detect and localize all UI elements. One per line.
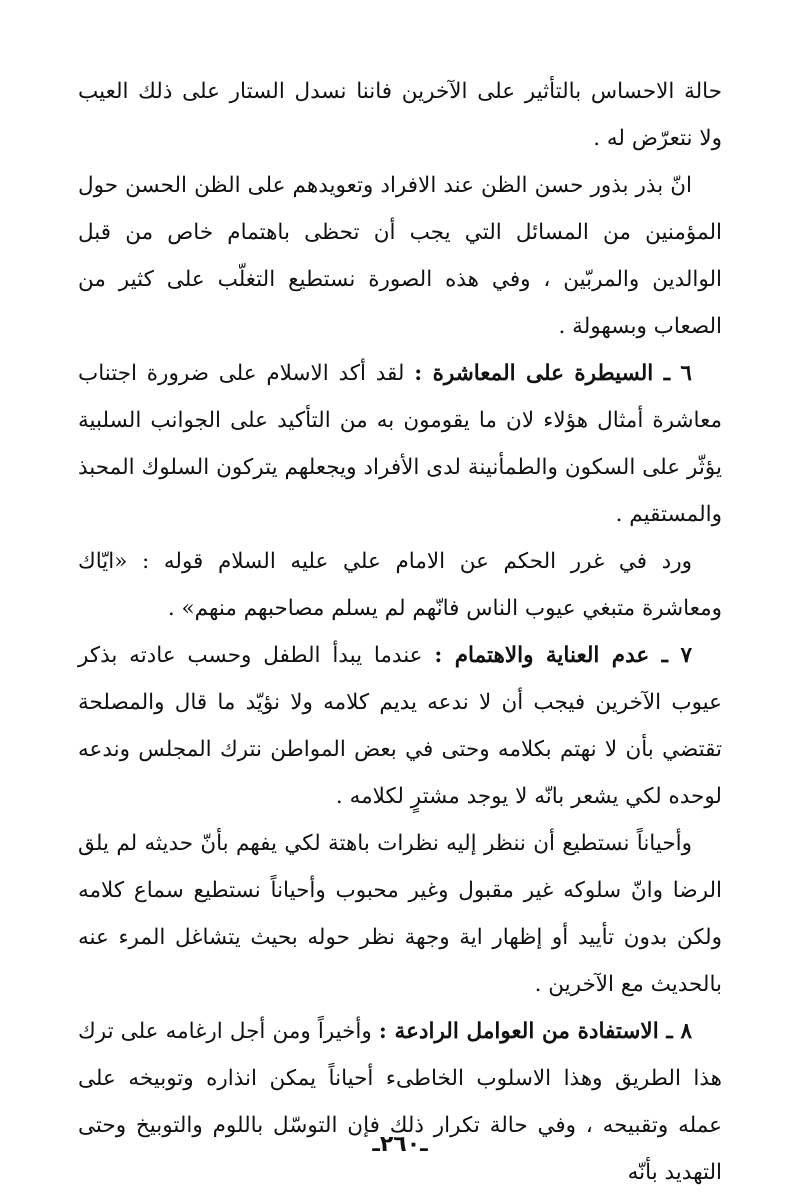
page-number: ـ٢٦٠ـ <box>372 1132 428 1157</box>
page-body <box>78 68 722 1196</box>
paragraph-6-text: وأحياناً نستطيع أن ننظر إليه نظرات باهتة لكي يفهم بأنّ حديثه لم يلق الرضا وانّ سلوكه غير مقبول وغير محبوب وأحياناً نستطيع سماع كلامه ولكن بدون تأييد أو إظهار اية وجهة نظر حوله بحيث يتشاغل المرء عنه بالحديث مع الآخرين . <box>78 831 722 997</box>
paragraph-5 <box>78 632 722 820</box>
paragraph-2-text: انّ بذر بذور حسن الظن عند الافراد وتعويدهم على الظن الحسن حول المؤمنين من المسائل التي يجب أن تحظى باهتمام خاص من قبل الوالدين والمربّين ، وفي هذه الصورة نستطيع التغلّب على كثير من الصعاب وبسهولة . <box>78 173 722 339</box>
paragraph-5-text: عندما يبدأ الطفل وحسب عادته بذكر عيوب الآخرين فيجب أن لا ندعه يديم كلامه ولا نؤيّد ما قال والمصلحة تقتضي بأن لا نهتم بكلامه وحتى في بعض المواطن نترك المجلس وندعه لوحده لكي يشعر بانّه لا يوجد مشترٍ لكلامه . <box>78 643 722 809</box>
paragraph-3-text: لقد أكد الاسلام على ضرورة اجتناب معاشرة أمثال هؤلاء لان ما يقومون به من التأكيد على الجوانب السلبية يؤثّر على السكون والطمأنينة لدى الأفراد ويجعلهم يتركون السلوك المحبذ والمستقيم . <box>78 361 722 527</box>
section-6-heading: ٦ ـ السيطرة على المعاشرة : <box>414 361 692 386</box>
section-8-heading: ٨ ـ الاستفادة من العوامل الرادعة : <box>378 1019 692 1044</box>
paragraph-1 <box>78 68 722 162</box>
paragraph-2 <box>78 162 722 350</box>
paragraph-1-text: حالة الاحساس بالتأثير على الآخرين فاننا نسدل الستار على ذلك العيب ولا نتعرّض له . <box>78 79 722 151</box>
paragraph-7 <box>78 1008 722 1196</box>
section-7-heading: ٧ ـ عدم العناية والاهتمام : <box>434 643 692 668</box>
paragraph-6 <box>78 820 722 1008</box>
paragraph-3 <box>78 350 722 538</box>
paragraph-7-text: وأخيراً ومن أجل ارغامه على ترك هذا الطريق وهذا الاسلوب الخاطىء أحياناً يمكن انذاره وتوبيخه على عمله وتقبيحه ، وفي حالة تكرار ذلك فإن التوسّل باللوم والتوبيخ وحتى التهديد بأنّه <box>78 1019 722 1185</box>
paragraph-4-text: ورد في غرر الحكم عن الامام علي عليه السلام قوله : «ايّاك ومعاشرة متبغي عيوب الناس فانّهم لم يسلم مصاحبهم منهم» . <box>78 549 722 621</box>
paragraph-4 <box>78 538 722 632</box>
